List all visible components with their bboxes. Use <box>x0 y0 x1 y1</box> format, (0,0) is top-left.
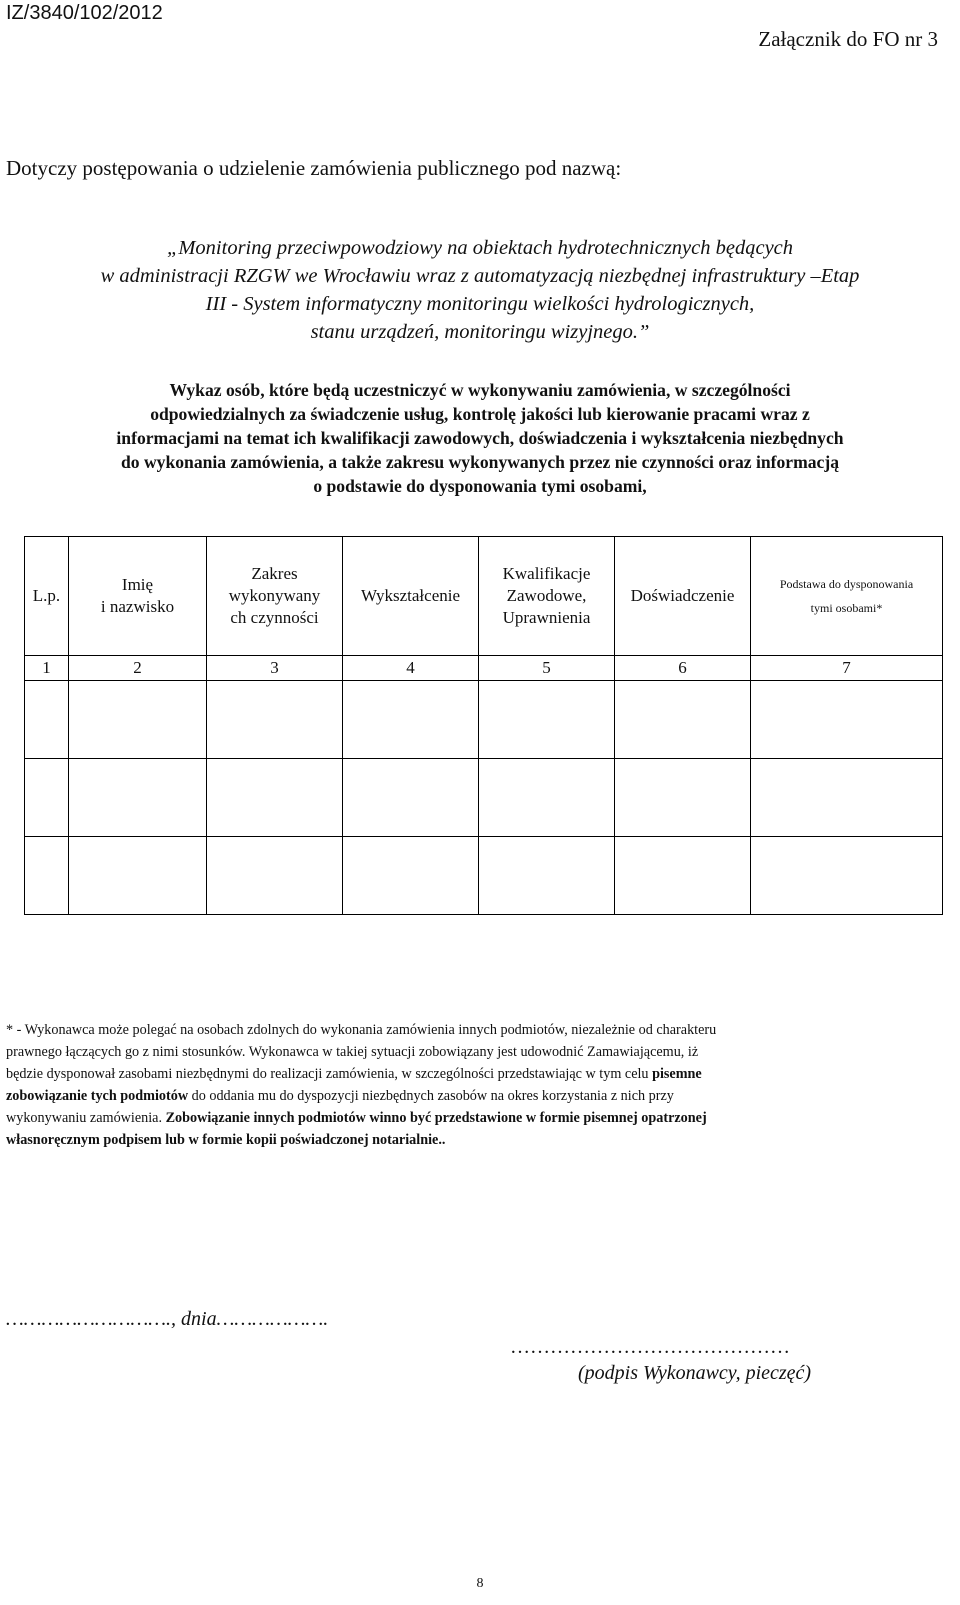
table-cell[interactable] <box>69 837 207 915</box>
footnote-line: * - Wykonawca może polegać na osobach zdolnych do wykonania zamówienia innych podmiotów, niezależnie od charakteru <box>6 1022 717 1038</box>
table-cell[interactable] <box>479 681 615 759</box>
header-cell-lp: L.p. <box>25 537 69 656</box>
table-cell[interactable] <box>69 759 207 837</box>
column-number: 4 <box>343 656 479 681</box>
table-cell[interactable] <box>207 759 343 837</box>
table-cell[interactable] <box>615 681 751 759</box>
list-heading-line: o podstawie do dysponowania tymi osobami, <box>313 476 647 496</box>
column-number: 6 <box>615 656 751 681</box>
list-heading <box>0 378 960 498</box>
signature-caption: (podpis Wykonawcy, pieczęć) <box>578 1362 812 1384</box>
footnote-line: prawnego łączących go z nimi stosunków. Wykonawca w takiej sytuacji zobowiązany jest udowodnić Zamawiającemu, iż <box>6 1044 699 1060</box>
table-cell[interactable] <box>343 837 479 915</box>
list-heading-line: odpowiedzialnych za świadczenie usług, kontrolę jakości lub kierowanie pracami wraz z <box>150 404 810 424</box>
table-cell[interactable] <box>751 681 943 759</box>
table-row <box>25 681 943 759</box>
table-cell[interactable] <box>751 837 943 915</box>
header-cell-name: Imię i nazwisko <box>69 537 207 656</box>
footnote-line: własnoręcznym podpisem lub w formie kopii poświadczonej notarialnie.. <box>6 1132 446 1148</box>
column-number: 2 <box>69 656 207 681</box>
page-number: 8 <box>476 1576 484 1591</box>
project-title-line: „Monitoring przeciwpowodziowy na obiektach hydrotechnicznych będących <box>166 237 794 259</box>
column-number: 3 <box>207 656 343 681</box>
table-cell[interactable] <box>25 681 69 759</box>
project-title-line: III - System informatyczny monitoringu wielkości hydrologicznych, <box>205 293 755 315</box>
attachment-label: Załącznik do FO nr 3 <box>758 27 938 51</box>
footnote-line: wykonywaniu zamówienia. Zobowiązanie innych podmiotów winno być przedstawione w formie pisemnej opatrzonej <box>6 1110 707 1126</box>
header-cell-education: Wykształcenie <box>343 537 479 656</box>
project-title <box>0 234 960 346</box>
table-number-row <box>25 656 943 681</box>
table-cell[interactable] <box>69 681 207 759</box>
personnel-table <box>24 536 943 915</box>
list-heading-line: informacjami na temat ich kwalifikacji zawodowych, doświadczenia i wykształcenia niezbędnych <box>116 428 844 448</box>
table-cell[interactable] <box>25 759 69 837</box>
table-cell[interactable] <box>343 759 479 837</box>
table-cell[interactable] <box>207 681 343 759</box>
footnote-line: będzie dysponował zasobami niezbędnymi do realizacji zamówienia, w szczególności przedstawiając w tym celu pisemne <box>6 1066 702 1082</box>
table-cell[interactable] <box>25 837 69 915</box>
document-id: IZ/3840/102/2012 <box>6 2 163 24</box>
footnote-line: zobowiązanie tych podmiotów do oddania mu do dyspozycji niezbędnych zasobów na okres korzystania z nich przy <box>6 1088 674 1104</box>
list-heading-line: Wykaz osób, które będą uczestniczyć w wykonywaniu zamówienia, w szczególności <box>169 380 791 400</box>
list-heading-line: do wykonania zamówienia, a także zakresu wykonywanych przez nie czynności oraz informacją <box>120 452 840 472</box>
header-cell-scope: Zakres wykonywany ch czynności <box>207 537 343 656</box>
column-number: 1 <box>25 656 69 681</box>
table-row <box>25 759 943 837</box>
intro-text: Dotyczy postępowania o udzielenie zamówienia publicznego pod nazwą: <box>6 156 622 180</box>
header-cell-qualifications: Kwalifikacje Zawodowe, Uprawnienia <box>479 537 615 656</box>
table-row <box>25 837 943 915</box>
table-cell[interactable] <box>207 837 343 915</box>
table-header-row <box>25 537 943 656</box>
footnote <box>6 1019 950 1151</box>
table-cell[interactable] <box>615 759 751 837</box>
signature-line: …………………………………… <box>510 1336 790 1358</box>
table-cell[interactable] <box>615 837 751 915</box>
table-cell[interactable] <box>479 837 615 915</box>
table-cell[interactable] <box>479 759 615 837</box>
place-date-field: ………………………., dnia………………. <box>6 1308 329 1330</box>
table-cell[interactable] <box>751 759 943 837</box>
header-cell-basis: Podstawa do dysponowania tymi osobami* <box>751 537 943 656</box>
column-number: 5 <box>479 656 615 681</box>
header-cell-experience: Doświadczenie <box>615 537 751 656</box>
project-title-line: stanu urządzeń, monitoringu wizyjnego.” <box>310 321 650 343</box>
table-cell[interactable] <box>343 681 479 759</box>
column-number: 7 <box>751 656 943 681</box>
project-title-line: w administracji RZGW we Wrocławiu wraz z automatyzacją niezbędnej infrastruktury –Etap <box>100 265 860 287</box>
